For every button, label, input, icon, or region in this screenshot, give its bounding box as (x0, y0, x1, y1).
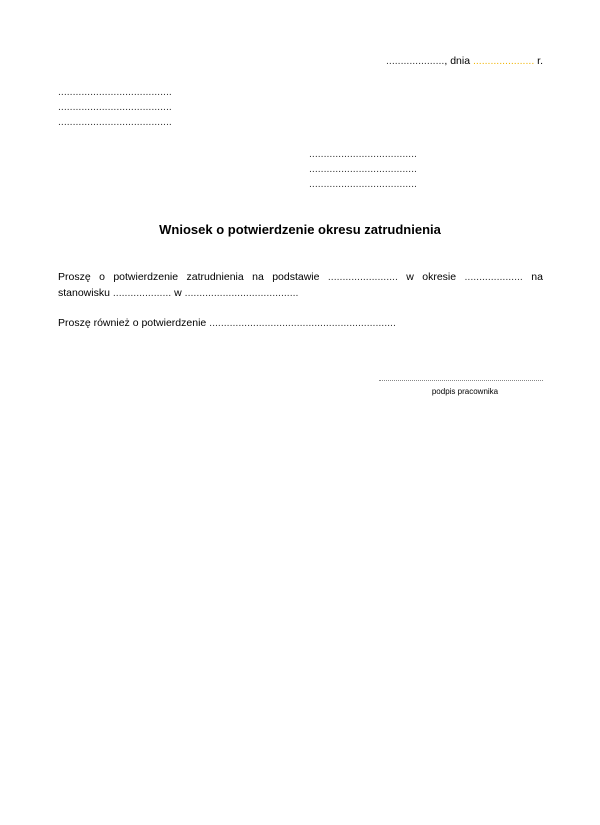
document-title: Wniosek o potwierdzenie okresu zatrudnienia (159, 222, 441, 237)
request-paragraph (58, 269, 543, 301)
additional-request-blank[interactable]: ................................................................ (209, 317, 396, 329)
signature-label: podpis pracownika (431, 387, 499, 396)
sender-line-2[interactable]: ....................................... (58, 101, 172, 113)
request-line-2 (58, 285, 543, 301)
position-blank[interactable]: .................... (112, 287, 172, 299)
word: w (174, 287, 182, 299)
employer-blank[interactable]: ....................................... (184, 287, 299, 299)
word: na (531, 271, 543, 283)
recipient-line-2[interactable]: ..................................... (309, 163, 417, 175)
place-date-line (386, 55, 543, 67)
word: na (252, 271, 264, 283)
word: potwierdzenie (113, 271, 179, 283)
date-label: , dnia (444, 55, 471, 67)
year-suffix: r. (537, 55, 543, 67)
sender-line-3[interactable]: ....................................... (58, 116, 172, 128)
word: okresie (422, 271, 457, 283)
additional-request-text: Proszę również o potwierdzenie (58, 317, 207, 329)
word: o (99, 271, 105, 283)
word: zatrudnienia (186, 271, 244, 283)
period-blank[interactable]: .................... (464, 271, 523, 283)
basis-blank[interactable]: ........................ (327, 271, 398, 283)
word: podstawie (272, 271, 320, 283)
additional-request-paragraph (58, 317, 396, 329)
recipient-line-1[interactable]: ..................................... (309, 148, 417, 160)
signature-line[interactable] (379, 380, 543, 381)
word: stanowisku (58, 287, 110, 299)
place-blank[interactable]: .................... (386, 55, 445, 67)
request-line-1 (58, 269, 543, 285)
recipient-line-3[interactable]: ..................................... (309, 178, 417, 190)
sender-line-1[interactable]: ....................................... (58, 86, 172, 98)
date-blank[interactable]: ..................... (472, 55, 535, 67)
word: w (406, 271, 414, 283)
word: Proszę (58, 271, 91, 283)
